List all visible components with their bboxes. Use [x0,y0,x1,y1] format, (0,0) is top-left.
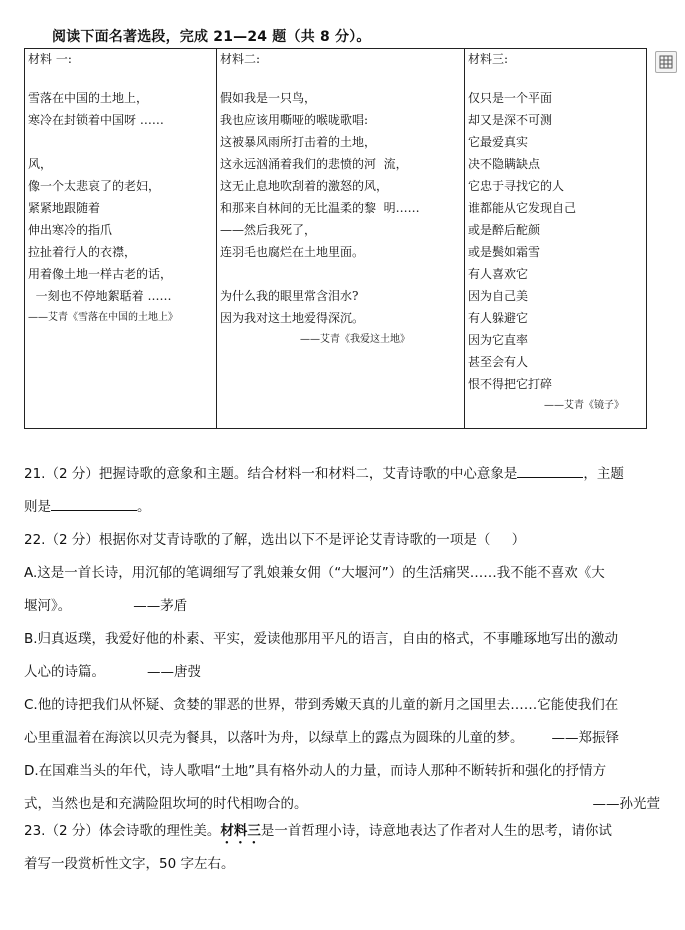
poem-line: 拉扯着行人的衣襟， [28,245,137,259]
poem-line: 或是醉后酡颜 [468,223,541,237]
option-b-line-2 [24,656,664,689]
poem-line: 决不隐瞒缺点 [468,157,541,171]
poem-line: 我也应该用嘶哑的喉咙歌唱: [220,113,369,127]
question-23-text-b: 是一首哲理小诗，诗意地表达了作者对人生的思考，请你试 [260,823,612,839]
option-a-line-1: A.这是一首长诗，用沉郁的笔调细写了乳娘兼女佣（“大堰河”）的生活痛哭……我不能不喜欢《大 [24,565,605,581]
question-23-line-2: 着写一段赏析性文字，50 字左右。 [24,856,235,872]
material-3-cell [465,49,647,429]
poem-line: 它最爱真实 [468,135,529,149]
poem-line: 仅只是一个平面 [468,91,553,105]
option-c-line-1: C.他的诗把我们从怀疑、贪婪的罪恶的世界，带到秀嫩天真的儿童的新月之国里去……它能使我们在 [24,697,619,713]
option-a-text: 堰河》。 [24,598,72,614]
poem-line: 因为它直率 [468,333,529,347]
option-b-source: ——唐弢 [147,664,201,680]
poem-line: 谁都能从它发现自己 [468,201,577,215]
question-21-text: 21.（2 分）把握诗歌的意象和主题。结合材料一和材料二，艾青诗歌的中心意象是 [24,466,518,482]
question-21-text-d: 。 [137,499,151,515]
option-c-line-2 [24,722,664,755]
question-22 [24,524,664,821]
poem-line: 一刻也不停地絮聒着 …… [28,289,172,303]
poem-line: 像一个太悲哀了的老妇， [28,179,161,193]
poem-line: 因为自己美 [468,289,529,303]
material-2-attribution: ——艾青《我爱这土地》 [300,334,410,345]
section-heading: 阅读下面名著选段，完成 21—24 题（共 8 分）。 [52,29,371,45]
material-3-attribution: ——艾青《镜子》 [544,400,624,411]
question-21-line-1 [24,458,664,491]
poem-line: 恨不得把它打碎 [468,377,553,391]
poem-line [28,131,216,153]
question-23-line-1 [24,815,664,848]
material-2-title: 材料二: [220,52,261,66]
poem-line: 雪落在中国的土地上， [28,91,149,105]
material-1-poem [28,87,216,329]
answer-blank-image[interactable] [517,463,583,478]
poem-line: 却又是深不可测 [468,113,553,127]
poem-line: 它忠于寻找它的人 [468,179,565,193]
poem-line: 和那来自林间的无比温柔的黎 明…… [220,201,420,215]
poem-line: 寒冷在封锁着中国呀 …… [28,113,164,127]
material-3-title: 材料三: [468,52,509,66]
material-1-attribution: ——艾青《雪落在中国的土地上》 [28,312,178,323]
option-a-source: ——茅盾 [133,598,188,614]
poem-line: 假如我是一只鸟， [220,91,317,105]
material-3-poem [468,87,646,417]
question-23-text: 23.（2 分）体会诗歌的理性美。 [24,823,221,839]
poem-line: 伸出寒冷的指爪 [28,223,113,237]
table-select-icon[interactable] [655,51,677,73]
answer-blank-theme[interactable] [51,496,137,511]
material-2-cell [217,49,465,429]
poem-line: 这无止息地吹刮着的激怒的风， [220,179,389,193]
material-2-poem [220,87,464,351]
material-1-cell [25,49,217,429]
materials-table [24,48,647,429]
poem-line: 有人躲避它 [468,311,529,325]
poem-line: 为什么我的眼里常含泪水? [220,289,359,303]
option-d-line-1: D.在国难当头的年代，诗人歌唱“土地”具有格外动人的力量，而诗人那种不断转折和强化的抒情方 [24,763,607,779]
emphasized-material-3: 材料三 [220,823,261,839]
question-23 [24,815,664,881]
poem-line: 或是鬓如霜雪 [468,245,541,259]
option-c-text: 心里重温着在海滨以贝壳为餐具，以落叶为舟，以绿草上的露点为圆珠的儿童的梦。 [24,730,524,746]
question-21-text-c: 则是 [24,499,51,515]
poem-line: 用着像土地一样古老的话， [28,267,173,281]
poem-line: 有人喜欢它 [468,267,529,281]
poem-line: ——然后我死了， [220,223,317,237]
material-1-title: 材料 一: [28,52,72,66]
poem-line: 甚至会有人 [468,355,529,369]
poem-line: 因为我对这土地爱得深沉。 [220,311,365,325]
poem-line: 风， [28,157,53,171]
poem-line: 连羽毛也腐烂在土地里面。 [220,245,365,259]
option-b-text: 人心的诗篇。 [24,664,105,680]
option-d-source: ——孙光萱 [592,796,660,812]
option-a-line-2 [24,590,664,623]
option-b-line-1: B.归真返璞，我爱好他的朴素、平实，爱读他那用平凡的语言，自由的格式，不事雕琢地写出的激动 [24,631,619,647]
option-d-text: 式，当然也是和充满险阻坎坷的时代相吻合的。 [24,796,308,812]
question-21-line-2 [24,491,664,524]
grid-icon [659,55,673,69]
question-22-stem: 22.（2 分）根据你对艾青诗歌的了解，选出以下不是评论艾青诗歌的一项是（ ） [24,532,526,548]
poem-line: 这被暴风雨所打击着的土地， [220,135,377,149]
option-c-source: ——郑振铎 [551,730,619,746]
poem-line [220,263,464,285]
question-21 [24,458,664,524]
poem-line: 这永远汹涌着我们的悲愤的河 流， [220,157,408,171]
question-21-text-b: ，主题 [583,466,624,482]
poem-line: 紧紧地跟随着 [28,201,101,215]
